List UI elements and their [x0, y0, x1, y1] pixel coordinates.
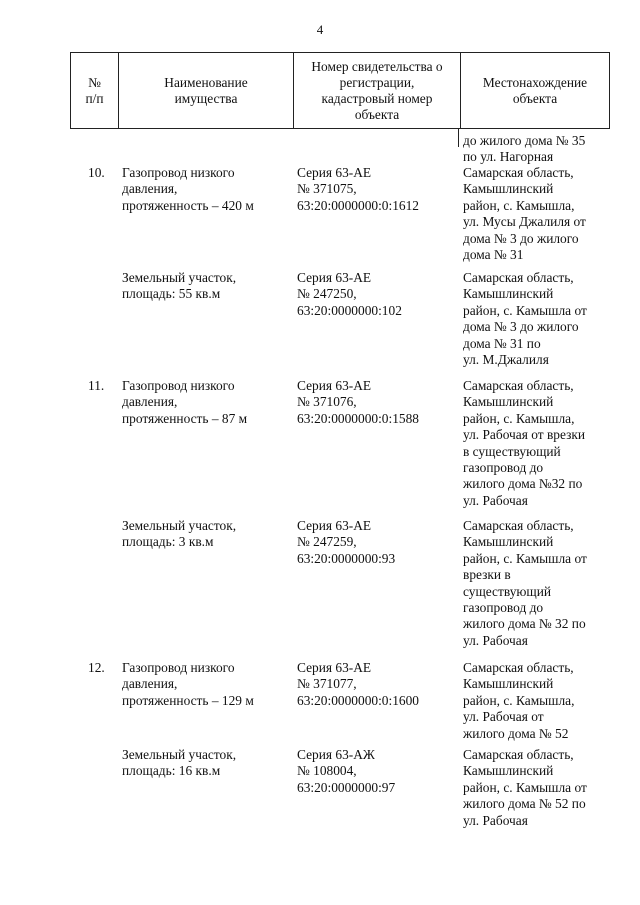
property-name: Земельный участок, площадь: 3 кв.м	[122, 518, 237, 550]
row-number: 10.	[88, 165, 105, 180]
registration-number: Серия 63-АЕ № 247250, 63:20:0000000:102	[297, 270, 402, 318]
registration-number: Серия 63-АЖ № 108004, 63:20:0000000:97	[297, 747, 396, 795]
page-number: 4	[316, 22, 324, 37]
registration-number: Серия 63-АЕ № 247259, 63:20:0000000:93	[297, 518, 396, 566]
property-name: Земельный участок, площадь: 16 кв.м	[122, 747, 237, 779]
property-location: Самарская область, Камышлинский район, с. Камышла от дома № 3 до жилого дома № 31 по ул. М.Джалиля	[463, 270, 587, 368]
property-location: Самарская область, Камышлинский район, с. Камышла, ул. Мусы Джалиля от дома № 3 до жилого дома № 31	[463, 165, 586, 263]
column-divider	[458, 129, 459, 147]
property-location: Самарская область, Камышлинский район, с. Камышла, ул. Рабочая от врезки в существующий газопровод до жилого дома №32 по ул. Рабочая	[463, 378, 586, 508]
header-location: Местонахождение объекта	[460, 53, 609, 128]
continued-location: до жилого дома № 35 по ул. Нагорная	[463, 133, 586, 165]
row-number: 11.	[88, 378, 105, 393]
property-name: Земельный участок, площадь: 55 кв.м	[122, 270, 237, 302]
property-location: Самарская область, Камышлинский район, с. Камышла от врезки в существующий газопровод до жилого дома № 32 по ул. Рабочая	[463, 518, 587, 648]
registration-number: Серия 63-АЕ № 371076, 63:20:0000000:0:1588	[297, 378, 420, 426]
table-header	[70, 52, 610, 129]
header-registration: Номер свидетельства о регистрации, кадастровый номер объекта	[293, 53, 460, 128]
header-property-name: Наименование имущества	[118, 53, 293, 128]
property-name: Газопровод низкого давления, протяженность – 87 м	[122, 378, 248, 426]
property-name: Газопровод низкого давления, протяженность – 420 м	[122, 165, 254, 213]
property-location: Самарская область, Камышлинский район, с. Камышла от жилого дома № 52 по ул. Рабочая	[463, 747, 587, 828]
registration-number: Серия 63-АЕ № 371077, 63:20:0000000:0:1600	[297, 660, 420, 708]
property-location: Самарская область, Камышлинский район, с. Камышла, ул. Рабочая от жилого дома № 52	[463, 660, 575, 741]
property-name: Газопровод низкого давления, протяженность – 129 м	[122, 660, 254, 708]
registration-number: Серия 63-АЕ № 371075, 63:20:0000000:0:1612	[297, 165, 420, 213]
header-number: № п/п	[85, 74, 104, 106]
row-number: 12.	[88, 660, 105, 675]
